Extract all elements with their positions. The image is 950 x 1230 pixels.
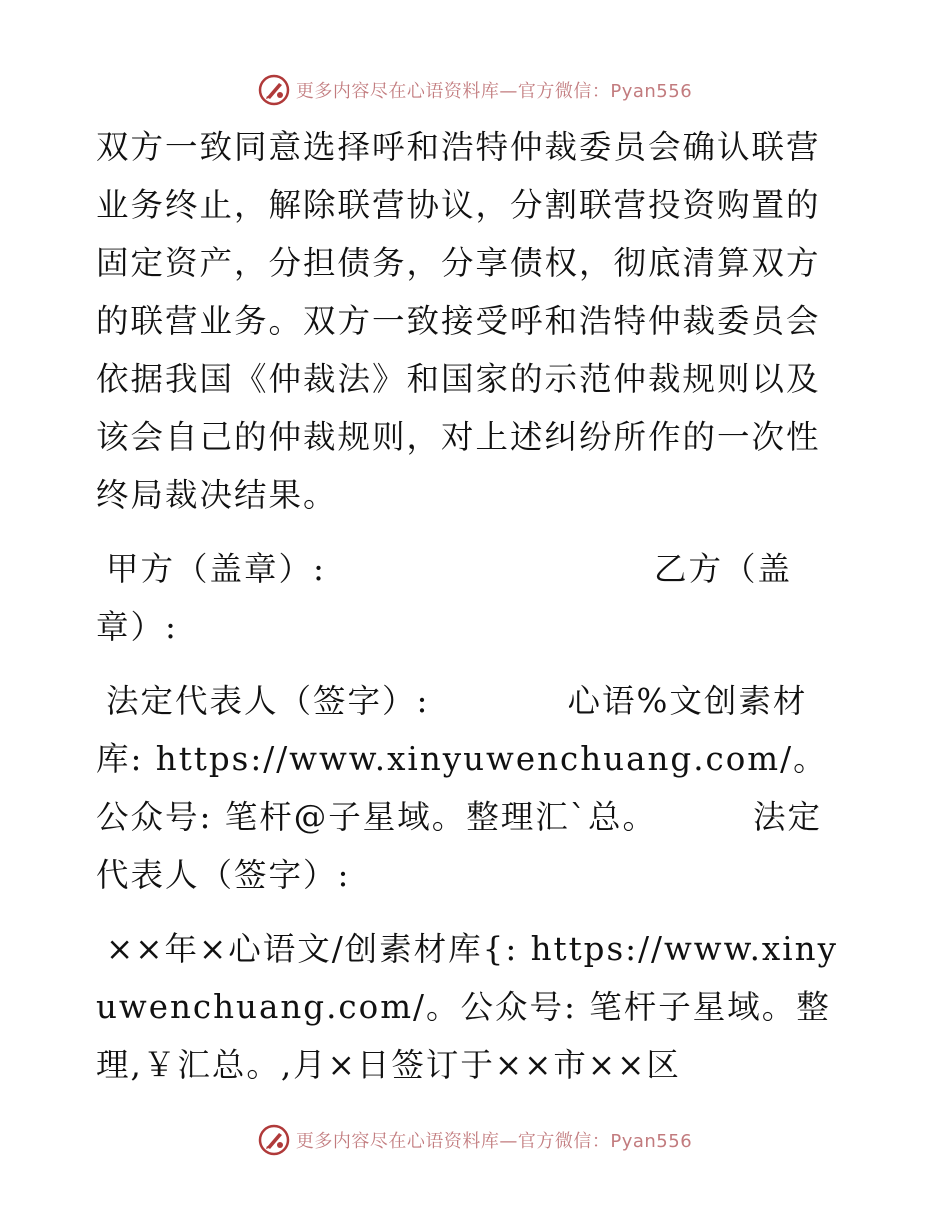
- party-a-seal-label: 甲方（盖章）:: [106, 550, 326, 588]
- document-body: [96, 118, 852, 1094]
- legal-rep-b-label: 法定代表人（签字）:: [96, 798, 823, 894]
- legal-rep-a-label: 法定代表人（签字）:: [106, 682, 430, 720]
- seal-line: [96, 540, 852, 656]
- watermark-text-1: 心语%文创素材库: https://www.xinyuwenchuang.com/。公众号: 笔杆@子星域。整理汇`总。: [96, 682, 828, 836]
- party-b-seal-label: 乙方（盖章）:: [96, 550, 792, 646]
- legal-representative-line: [96, 672, 852, 904]
- footer-banner: [0, 1122, 950, 1158]
- header-banner-text: 更多内容尽在心语资料库—官方微信：Pyan556: [295, 81, 693, 102]
- main-paragraph: 双方一致同意选择呼和浩特仲裁委员会确认联营业务终止，解除联营协议，分割联营投资购置的固定资产，分担债务，分享债权，彻底清算双方的联营业务。双方一致接受呼和浩特仲裁委员会依据我国《仲裁法》和国家的示范仲裁规则以及该会自己的仲裁规则，对上述纠纷所作的一次性终局裁决结果。: [96, 128, 821, 514]
- date-line: ××年×心语文/创素材库{: https://www.xinyuwenchuang.com/。公众号: 笔杆子星域。整理,￥汇总。,月×日签订于××市××区: [96, 930, 838, 1084]
- quill-logo-icon: [258, 74, 290, 106]
- quill-logo-icon: [258, 1124, 290, 1156]
- footer-banner-text: 更多内容尽在心语资料库—官方微信：Pyan556: [295, 1131, 693, 1152]
- header-banner: [0, 72, 950, 108]
